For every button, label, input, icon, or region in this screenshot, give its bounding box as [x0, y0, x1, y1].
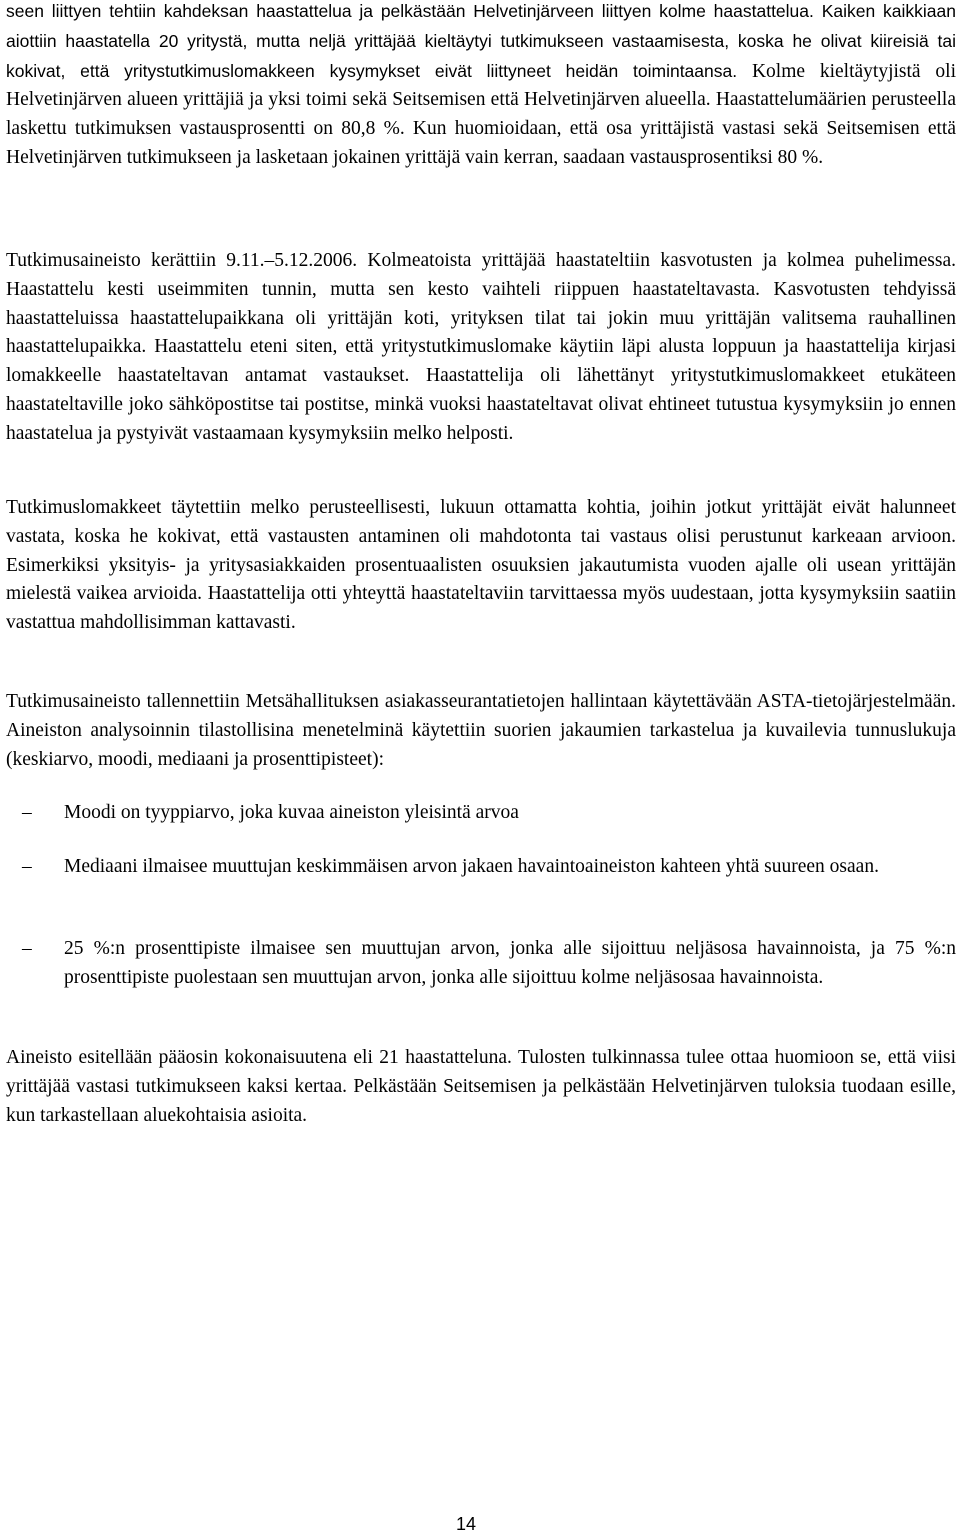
paragraph-data-analysis: Tutkimusaineisto tallennettiin Metsähallituksen asiakasseurantatietojen hallintaan käytettävään ASTA-tietojärjestelmään. Aineiston analysoinnin tilastollisina menetelminä käytettiin suorien jakaumien tarkastelua ja kuvailevia tunnuslukuja (keskiarvo, moodi, mediaani ja prosenttipisteet): — [6, 691, 956, 770]
paragraph-questionnaire-completion: Tutkimuslomakkeet täytettiin melko perusteellisesti, lukuun ottamatta kohtia, joihin jotkut yrittäjät eivät halunneet vastata, koska he kokivat, että vastausten antaminen oli mahdotonta tai vastaus olisi perustunut karkeaan arvioon. Esimerkiksi yksityis- ja yritysasiakkaiden prosentuaalisten osuuksien jakautumista vuoden ajalle oli usean yrittäjän mielestä vaikea arvioida. Haastattelija otti yhteyttä haastateltaviin tarvittaessa myös uudestaan, jotta kysymyksiin saatiin vastattua mahdollisimman kattavasti. — [6, 497, 956, 634]
page-number: 14 — [456, 1514, 477, 1534]
list-dash: – — [22, 938, 32, 959]
list-item-text: Mediaani ilmaisee muuttujan keskimmäisen arvon jakaen havaintoaineiston kahteen yhtä suureen osaan. — [64, 856, 879, 877]
paragraph-data-collection: Tutkimusaineisto kerättiin 9.11.–5.12.2006. Kolmeatoista yrittäjää haastateltiin kasvotusten ja kolmea puhelimessa. Haastattelu kesti useimmiten tunnin, mutta sen kesto vaihteli riippuen haastateltavasta. Kasvotusten tehdyissä haastatteluissa haastattelupaikkana oli yrittäjän koti, yrityksen tilat tai jokin muu yrittäjän valitsema rauhallinen haastattelupaikka. Haastattelu eteni siten, että yritystutkimuslomake käytiin läpi alusta loppuun ja haastattelija kirjasi lomakkeelle haastateltavan antamat vastaukset. Haastattelija oli lähettänyt yritystutkimuslomakkeet etukäteen haastateltaville joko sähköpostitse tai postitse, minkä vuoksi haastateltavat olivat ehtineet tutustua kysymyksiin jo ennen haastatelua ja pystyivät vastaamaan kysymyksiin melko helposti. — [6, 250, 956, 444]
list-item-text: Moodi on tyyppiarvo, joka kuvaa aineiston yleisintä arvoa — [64, 802, 519, 823]
list-dash: – — [22, 802, 32, 823]
paragraph-response-rate-part-b: Kolme kieltäytyjistä oli Helvetinjärven alueen yrittäjiä ja yksi toimi sekä Seitsemisen että Helvetinjärven alueella. Haastattelumäärien perusteella laskettu tutkimuksen vastausprosentti on 80,8 %. Kun huomioidaan, että osa yrittäjistä vastasi sekä Seitsemisen että Helvetinjärven tutkimukseen ja lasketaan jokainen yrittäjä vain kerran, saadaan vastausprosentiksi 80 %. — [6, 60, 957, 168]
paragraph-presentation: Aineisto esitellään pääosin kokonaisuutena eli 21 haastatteluna. Tulosten tulkinnassa tulee ottaa huomioon se, että viisi yrittäjää vastasi tutkimukseen kaksi kertaa. Pelkästään Seitsemisen ja pelkästään Helvetinjärven tuloksia tuodaan esille, kun tarkastellaan aluekohtaisia asioita. — [6, 1047, 956, 1126]
list-item-text: 25 %:n prosenttipiste ilmaisee sen muuttujan arvon, jonka alle sijoittuu neljäsosa havainnoista, ja 75 %:n prosenttipiste puolestaan sen muuttujan arvon, jonka alle sijoittuu kolme neljäsosaa havainnoista. — [64, 938, 956, 988]
paragraph-response-rate-part-a: seen liittyen tehtiin kahdeksan haastattelua ja pelkästään Helvetinjärveen liittyen kolme haastattelua. Kaiken kaikkiaan aiottiin haastatella 20 yritystä, mutta neljä yrittäjää kieltäytyi tutkimukseen vastaamisesta, koska he olivat kiireisiä tai kokivat, että yritystutkimuslomakkeen kysymykset eivät liittyneet heidän toimintaansa. — [6, 1, 956, 81]
paragraph-response-rate — [6, 0, 956, 173]
list-dash: – — [22, 856, 32, 877]
